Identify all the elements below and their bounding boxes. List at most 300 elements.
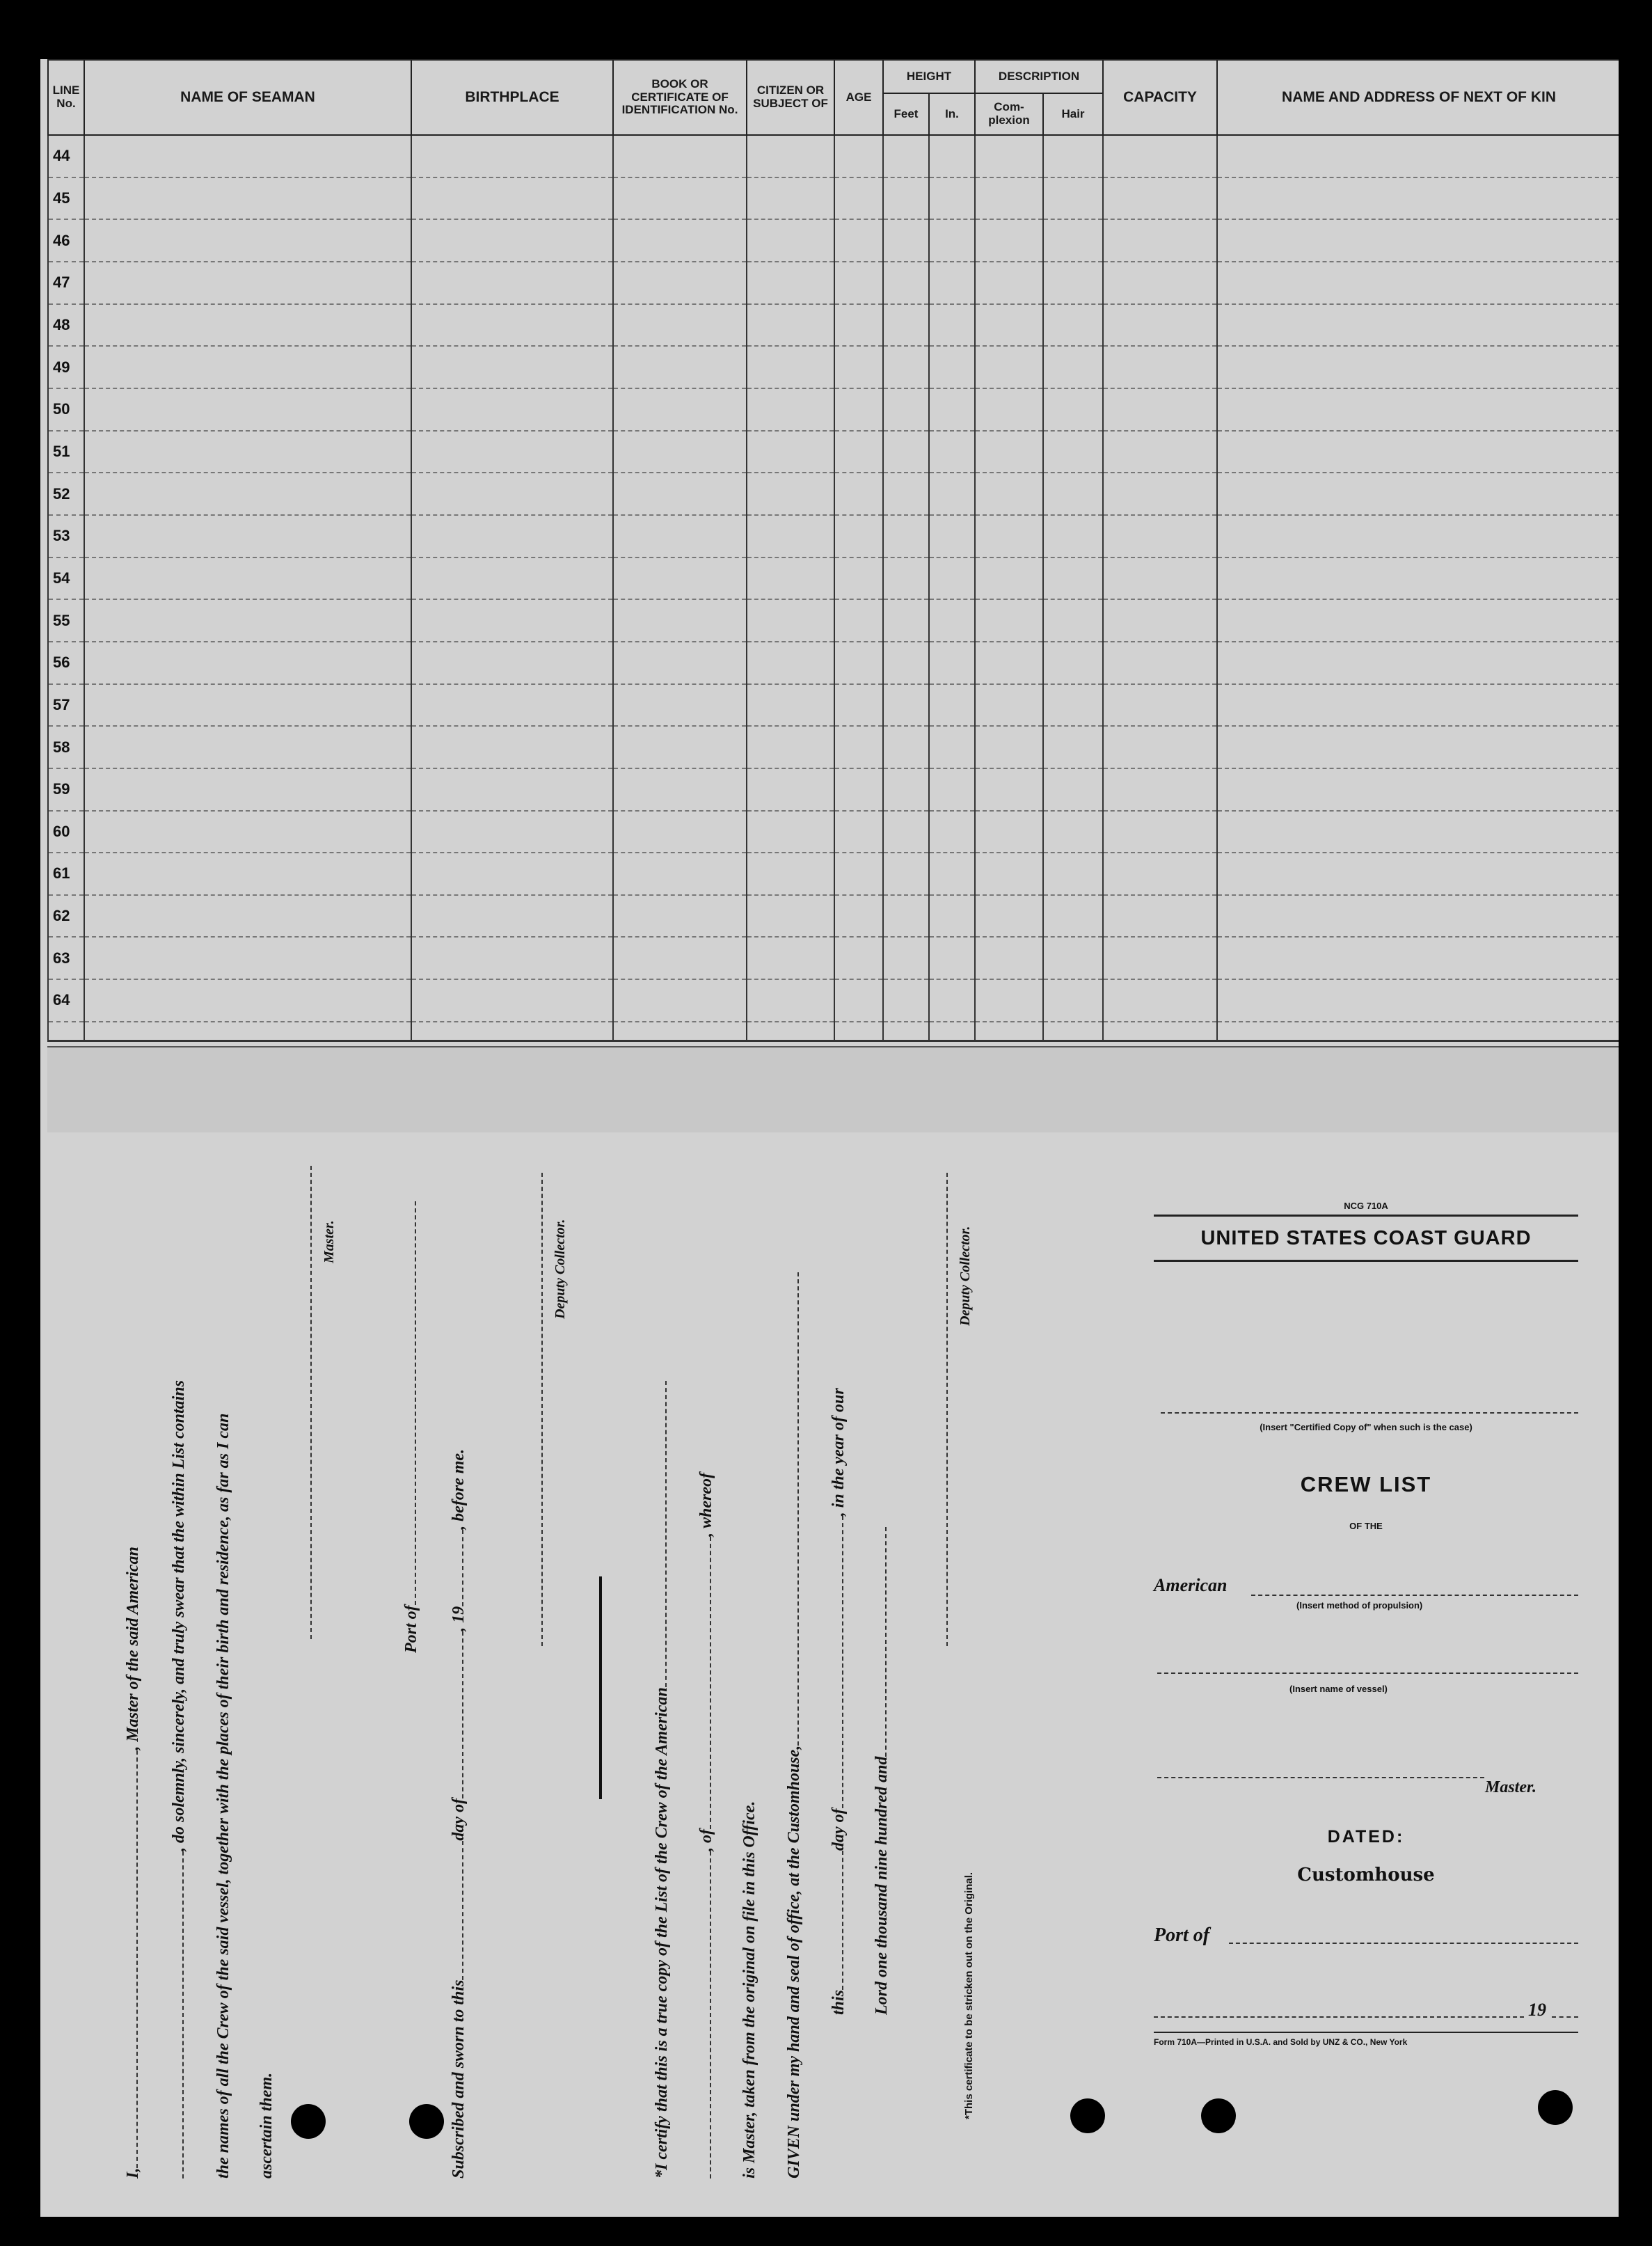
table-cell xyxy=(84,642,411,684)
fold-strip xyxy=(47,1046,1619,1132)
certify-line-3: is Master, taken from the original on file in this Office. xyxy=(740,1801,759,2178)
affidavit-line-3: the names of all the Crew of the said vessel, together with the places of their birth and residence, as far as I can xyxy=(214,1413,232,2178)
table-cell xyxy=(411,895,613,938)
table-cell xyxy=(84,388,411,431)
subscribed-text: Subscribed and sworn to this xyxy=(450,1979,468,2178)
table-cell xyxy=(1217,684,1619,727)
table-cell xyxy=(411,599,613,642)
table-cell xyxy=(84,1022,411,1041)
table-cell xyxy=(411,431,613,473)
table-cell xyxy=(1043,177,1103,220)
table-cell xyxy=(1043,684,1103,727)
table-cell xyxy=(1103,135,1217,177)
table-cell xyxy=(747,642,834,684)
header-capacity: CAPACITY xyxy=(1103,60,1217,135)
table-cell xyxy=(834,388,883,431)
line-number: 53 xyxy=(48,515,84,557)
table-cell xyxy=(613,515,747,557)
table-cell xyxy=(1103,304,1217,347)
punch-hole xyxy=(1201,2098,1236,2133)
table-cell xyxy=(1043,219,1103,262)
given-text: , in the year of our xyxy=(829,1388,848,1517)
table-cell xyxy=(84,304,411,347)
table-cell xyxy=(613,684,747,727)
table-cell xyxy=(411,726,613,768)
subscribed-text: , 19 xyxy=(450,1606,468,1631)
table-cell xyxy=(883,431,929,473)
table-cell xyxy=(975,979,1043,1022)
cover-port-of-label: Port of xyxy=(1154,1924,1210,1946)
table-cell xyxy=(411,388,613,431)
lord-line xyxy=(873,1527,891,2015)
table-cell xyxy=(883,811,929,853)
table-cell xyxy=(48,1022,84,1041)
header-hair: Hair xyxy=(1043,93,1103,135)
table-cell xyxy=(975,937,1043,979)
certify-line-2 xyxy=(697,1473,716,2178)
port-line xyxy=(1229,1943,1578,1944)
form-code: NCG 710A xyxy=(1344,1201,1388,1211)
line-number: 58 xyxy=(48,726,84,768)
table-cell xyxy=(84,768,411,811)
table-cell xyxy=(411,515,613,557)
table-cell xyxy=(883,937,929,979)
table-cell xyxy=(975,895,1043,938)
line-number: 52 xyxy=(48,473,84,515)
table-cell xyxy=(883,1022,929,1041)
line-number: 63 xyxy=(48,937,84,979)
given-text: this xyxy=(829,1989,848,2015)
table-cell xyxy=(411,768,613,811)
table-cell xyxy=(84,684,411,727)
table-cell xyxy=(1217,346,1619,388)
port-of-label: Port of xyxy=(402,1605,420,1653)
table-cell xyxy=(411,937,613,979)
port-of-line xyxy=(402,1201,421,1653)
table-cell xyxy=(1217,262,1619,304)
table-cell xyxy=(1043,726,1103,768)
table-cell xyxy=(1217,599,1619,642)
table-cell xyxy=(834,811,883,853)
american-label: American xyxy=(1154,1575,1228,1595)
table-cell xyxy=(613,304,747,347)
deputy-signature-line-1 xyxy=(541,1173,543,1646)
table-cell xyxy=(411,1022,613,1041)
table-cell xyxy=(975,811,1043,853)
line-number: 62 xyxy=(48,895,84,938)
certify-line-1 xyxy=(653,1381,672,2178)
table-cell xyxy=(613,726,747,768)
table-cell xyxy=(1103,557,1217,600)
table-cell xyxy=(1103,473,1217,515)
table-cell xyxy=(84,937,411,979)
table-row xyxy=(48,895,1619,938)
table-cell xyxy=(613,1022,747,1041)
table-cell xyxy=(929,304,975,347)
table-cell xyxy=(613,135,747,177)
table-cell xyxy=(747,726,834,768)
line-number: 54 xyxy=(48,557,84,600)
given-text: GIVEN under my hand and seal of office, at the Customhouse, xyxy=(785,1745,803,2178)
header-height-in: In. xyxy=(929,93,975,135)
affidavit-text: , Master of the said American xyxy=(124,1547,142,1750)
table-cell xyxy=(411,642,613,684)
agency-box xyxy=(1154,1215,1578,1262)
table-cell xyxy=(1043,979,1103,1022)
table-cell xyxy=(1217,177,1619,220)
table-cell xyxy=(975,1022,1043,1041)
master-label: Master. xyxy=(321,1220,337,1263)
line-number: 64 xyxy=(48,979,84,1022)
lord-text: Lord one thousand nine hundred and xyxy=(873,1756,891,2015)
table-cell xyxy=(411,219,613,262)
table-cell xyxy=(411,135,613,177)
affidavit-line-2 xyxy=(170,1380,189,2178)
table-cell xyxy=(1043,557,1103,600)
table-cell xyxy=(84,431,411,473)
table-cell xyxy=(747,515,834,557)
table-cell xyxy=(613,177,747,220)
table-cell xyxy=(84,177,411,220)
table-cell xyxy=(834,1022,883,1041)
table-cell xyxy=(84,853,411,895)
table-cell xyxy=(747,346,834,388)
table-cell xyxy=(1043,304,1103,347)
table-cell xyxy=(747,388,834,431)
table-cell xyxy=(613,768,747,811)
line-number: 51 xyxy=(48,431,84,473)
master-line xyxy=(1157,1777,1484,1778)
table-cell xyxy=(613,431,747,473)
table-cell xyxy=(1217,473,1619,515)
table-cell xyxy=(929,219,975,262)
table-row xyxy=(48,304,1619,347)
table-row xyxy=(48,219,1619,262)
table-cell xyxy=(1103,726,1217,768)
given-line xyxy=(785,1272,804,2178)
table-cell xyxy=(1043,388,1103,431)
vessel-name-line xyxy=(1157,1672,1578,1674)
insert-method-note: (Insert method of propulsion) xyxy=(1296,1600,1423,1611)
table-cell xyxy=(1103,768,1217,811)
table-row xyxy=(48,642,1619,684)
table-cell xyxy=(883,388,929,431)
table-cell xyxy=(834,726,883,768)
table-cell xyxy=(929,346,975,388)
year-line xyxy=(1552,2016,1578,2018)
table-cell xyxy=(411,177,613,220)
table-cell xyxy=(1103,811,1217,853)
table-row xyxy=(48,853,1619,895)
table-cell xyxy=(613,937,747,979)
table-cell xyxy=(1103,1022,1217,1041)
table-cell xyxy=(84,135,411,177)
table-cell xyxy=(834,346,883,388)
table-cell xyxy=(1043,135,1103,177)
table-cell xyxy=(975,515,1043,557)
given-date-line xyxy=(829,1388,848,2015)
table-cell xyxy=(1103,388,1217,431)
table-cell xyxy=(883,895,929,938)
table-cell xyxy=(929,811,975,853)
table-cell xyxy=(411,304,613,347)
table-cell xyxy=(613,811,747,853)
table-cell xyxy=(747,135,834,177)
table-row xyxy=(48,1022,1619,1041)
affidavit-line-4: ascertain them. xyxy=(257,2072,276,2178)
table-cell xyxy=(84,557,411,600)
table-cell xyxy=(975,177,1043,220)
table-cell xyxy=(1217,219,1619,262)
table-cell xyxy=(747,684,834,727)
table-cell xyxy=(975,304,1043,347)
table-cell xyxy=(975,853,1043,895)
table-cell xyxy=(1043,768,1103,811)
certificate-footnote: *This certificate to be stricken out on the Original. xyxy=(963,1872,975,2119)
header-book-or-certificate: BOOK OR CERTIFICATE OF IDENTIFICATION No. xyxy=(613,60,747,135)
table-cell xyxy=(411,262,613,304)
table-row xyxy=(48,937,1619,979)
table-cell xyxy=(411,853,613,895)
table-cell xyxy=(883,684,929,727)
table-cell xyxy=(929,979,975,1022)
table-cell xyxy=(834,473,883,515)
table-cell xyxy=(929,684,975,727)
customhouse-label: Customhouse xyxy=(1297,1865,1435,1885)
table-cell xyxy=(834,431,883,473)
table-cell xyxy=(883,262,929,304)
table-cell xyxy=(975,642,1043,684)
line-number: 59 xyxy=(48,768,84,811)
table-cell xyxy=(613,346,747,388)
given-text: day of xyxy=(829,1808,848,1851)
table-cell xyxy=(929,473,975,515)
line-number: 57 xyxy=(48,684,84,727)
dated-label: DATED: xyxy=(1327,1827,1405,1846)
table-cell xyxy=(834,515,883,557)
affidavit-text: , do solemnly, sincerely, and truly swear that the within List contains xyxy=(170,1380,188,1851)
table-cell xyxy=(883,768,929,811)
table-row xyxy=(48,557,1619,600)
table-cell xyxy=(929,937,975,979)
table-cell xyxy=(929,388,975,431)
table-cell xyxy=(929,515,975,557)
table-cell xyxy=(1217,642,1619,684)
table-cell xyxy=(834,853,883,895)
table-cell xyxy=(1043,642,1103,684)
table-row xyxy=(48,388,1619,431)
table-cell xyxy=(975,768,1043,811)
table-cell xyxy=(1217,768,1619,811)
table-cell xyxy=(1103,937,1217,979)
table-cell xyxy=(84,979,411,1022)
form-sheet xyxy=(40,59,1619,2217)
table-cell xyxy=(747,599,834,642)
table-cell xyxy=(883,346,929,388)
table-cell xyxy=(1217,515,1619,557)
table-cell xyxy=(1043,515,1103,557)
line-number: 46 xyxy=(48,219,84,262)
header-citizen-or-subject: CITIZEN OR SUBJECT OF xyxy=(747,60,834,135)
certify-text: , whereof xyxy=(697,1473,715,1537)
punch-hole xyxy=(1070,2098,1105,2133)
table-cell xyxy=(1103,219,1217,262)
table-cell xyxy=(834,177,883,220)
header-next-of-kin: NAME AND ADDRESS OF NEXT OF KIN xyxy=(1217,60,1619,135)
table-cell xyxy=(1217,304,1619,347)
table-row xyxy=(48,599,1619,642)
table-cell xyxy=(747,853,834,895)
table-cell xyxy=(929,599,975,642)
punch-hole xyxy=(409,2104,444,2139)
table-cell xyxy=(883,219,929,262)
table-row xyxy=(48,979,1619,1022)
table-row xyxy=(48,431,1619,473)
table-cell xyxy=(411,684,613,727)
table-cell xyxy=(834,262,883,304)
table-cell xyxy=(613,599,747,642)
table-cell xyxy=(1103,599,1217,642)
table-cell xyxy=(1103,177,1217,220)
date-line xyxy=(1154,2016,1524,2018)
insert-certified-note: (Insert "Certified Copy of" when such is the case) xyxy=(1260,1422,1472,1432)
table-cell xyxy=(1103,684,1217,727)
table-cell xyxy=(613,388,747,431)
table-cell xyxy=(1217,135,1619,177)
table-cell xyxy=(1217,557,1619,600)
table-cell xyxy=(613,642,747,684)
table-cell xyxy=(929,431,975,473)
table-cell xyxy=(747,219,834,262)
table-cell xyxy=(929,262,975,304)
line-number: 45 xyxy=(48,177,84,220)
table-cell xyxy=(613,979,747,1022)
punch-hole xyxy=(1538,2090,1573,2125)
table-cell xyxy=(1043,811,1103,853)
table-cell xyxy=(975,135,1043,177)
crew-table xyxy=(47,59,1619,1042)
table-cell xyxy=(1217,388,1619,431)
table-cell xyxy=(834,684,883,727)
table-cell xyxy=(975,599,1043,642)
table-cell xyxy=(975,388,1043,431)
table-cell xyxy=(613,219,747,262)
table-cell xyxy=(1217,979,1619,1022)
table-cell xyxy=(84,346,411,388)
table-cell xyxy=(1217,811,1619,853)
table-cell xyxy=(84,473,411,515)
table-cell xyxy=(929,557,975,600)
table-cell xyxy=(613,262,747,304)
table-cell xyxy=(883,473,929,515)
table-cell xyxy=(883,557,929,600)
table-cell xyxy=(1043,262,1103,304)
table-cell xyxy=(747,937,834,979)
table-cell xyxy=(834,895,883,938)
table-cell xyxy=(1043,1022,1103,1041)
deputy-collector-label-1: Deputy Collector. xyxy=(553,1219,568,1319)
line-number: 47 xyxy=(48,262,84,304)
table-cell xyxy=(613,853,747,895)
table-cell xyxy=(1217,1022,1619,1041)
table-cell xyxy=(834,135,883,177)
header-birthplace: BIRTHPLACE xyxy=(411,60,613,135)
table-cell xyxy=(883,304,929,347)
table-cell xyxy=(613,557,747,600)
certified-copy-line xyxy=(1161,1412,1578,1414)
table-row xyxy=(48,515,1619,557)
table-cell xyxy=(1103,262,1217,304)
affidavit-text: I, xyxy=(124,2167,142,2178)
table-cell xyxy=(834,219,883,262)
table-cell xyxy=(747,262,834,304)
table-cell xyxy=(929,768,975,811)
table-cell xyxy=(747,473,834,515)
table-cell xyxy=(834,599,883,642)
table-cell xyxy=(834,304,883,347)
master-signature-line xyxy=(310,1166,312,1639)
cover-master-label: Master. xyxy=(1485,1778,1537,1796)
line-number: 55 xyxy=(48,599,84,642)
table-cell xyxy=(975,684,1043,727)
table-cell xyxy=(747,557,834,600)
table-cell xyxy=(411,557,613,600)
table-cell xyxy=(1103,346,1217,388)
table-row xyxy=(48,346,1619,388)
table-cell xyxy=(1103,642,1217,684)
table-cell xyxy=(84,262,411,304)
table-cell xyxy=(883,642,929,684)
table-cell xyxy=(883,515,929,557)
table-cell xyxy=(883,135,929,177)
line-number: 61 xyxy=(48,853,84,895)
table-row xyxy=(48,262,1619,304)
table-row xyxy=(48,177,1619,220)
table-cell xyxy=(1103,895,1217,938)
table-cell xyxy=(1217,895,1619,938)
table-cell xyxy=(834,768,883,811)
table-cell xyxy=(1043,895,1103,938)
line-number: 48 xyxy=(48,304,84,347)
table-cell xyxy=(1103,853,1217,895)
table-cell xyxy=(975,473,1043,515)
table-row xyxy=(48,473,1619,515)
printer-rule xyxy=(1154,2032,1578,2033)
punch-hole xyxy=(291,2104,326,2139)
header-age: AGE xyxy=(834,60,883,135)
table-cell xyxy=(975,262,1043,304)
table-cell xyxy=(613,895,747,938)
agency-title: UNITED STATES COAST GUARD xyxy=(1200,1227,1532,1249)
table-cell xyxy=(883,177,929,220)
table-cell xyxy=(84,599,411,642)
crew-list-title: CREW LIST xyxy=(1300,1472,1432,1496)
header-line-no: LINE No. xyxy=(48,60,84,135)
deputy-signature-line-2 xyxy=(946,1173,948,1646)
table-cell xyxy=(929,1022,975,1041)
deputy-collector-label-2: Deputy Collector. xyxy=(958,1226,973,1326)
table-cell xyxy=(747,304,834,347)
table-cell xyxy=(747,895,834,938)
table-cell xyxy=(929,726,975,768)
table-cell xyxy=(84,895,411,938)
table-cell xyxy=(84,219,411,262)
table-row xyxy=(48,768,1619,811)
table-cell xyxy=(883,726,929,768)
table-cell xyxy=(84,811,411,853)
header-complexion: Com- plexion xyxy=(975,93,1043,135)
table-cell xyxy=(975,346,1043,388)
